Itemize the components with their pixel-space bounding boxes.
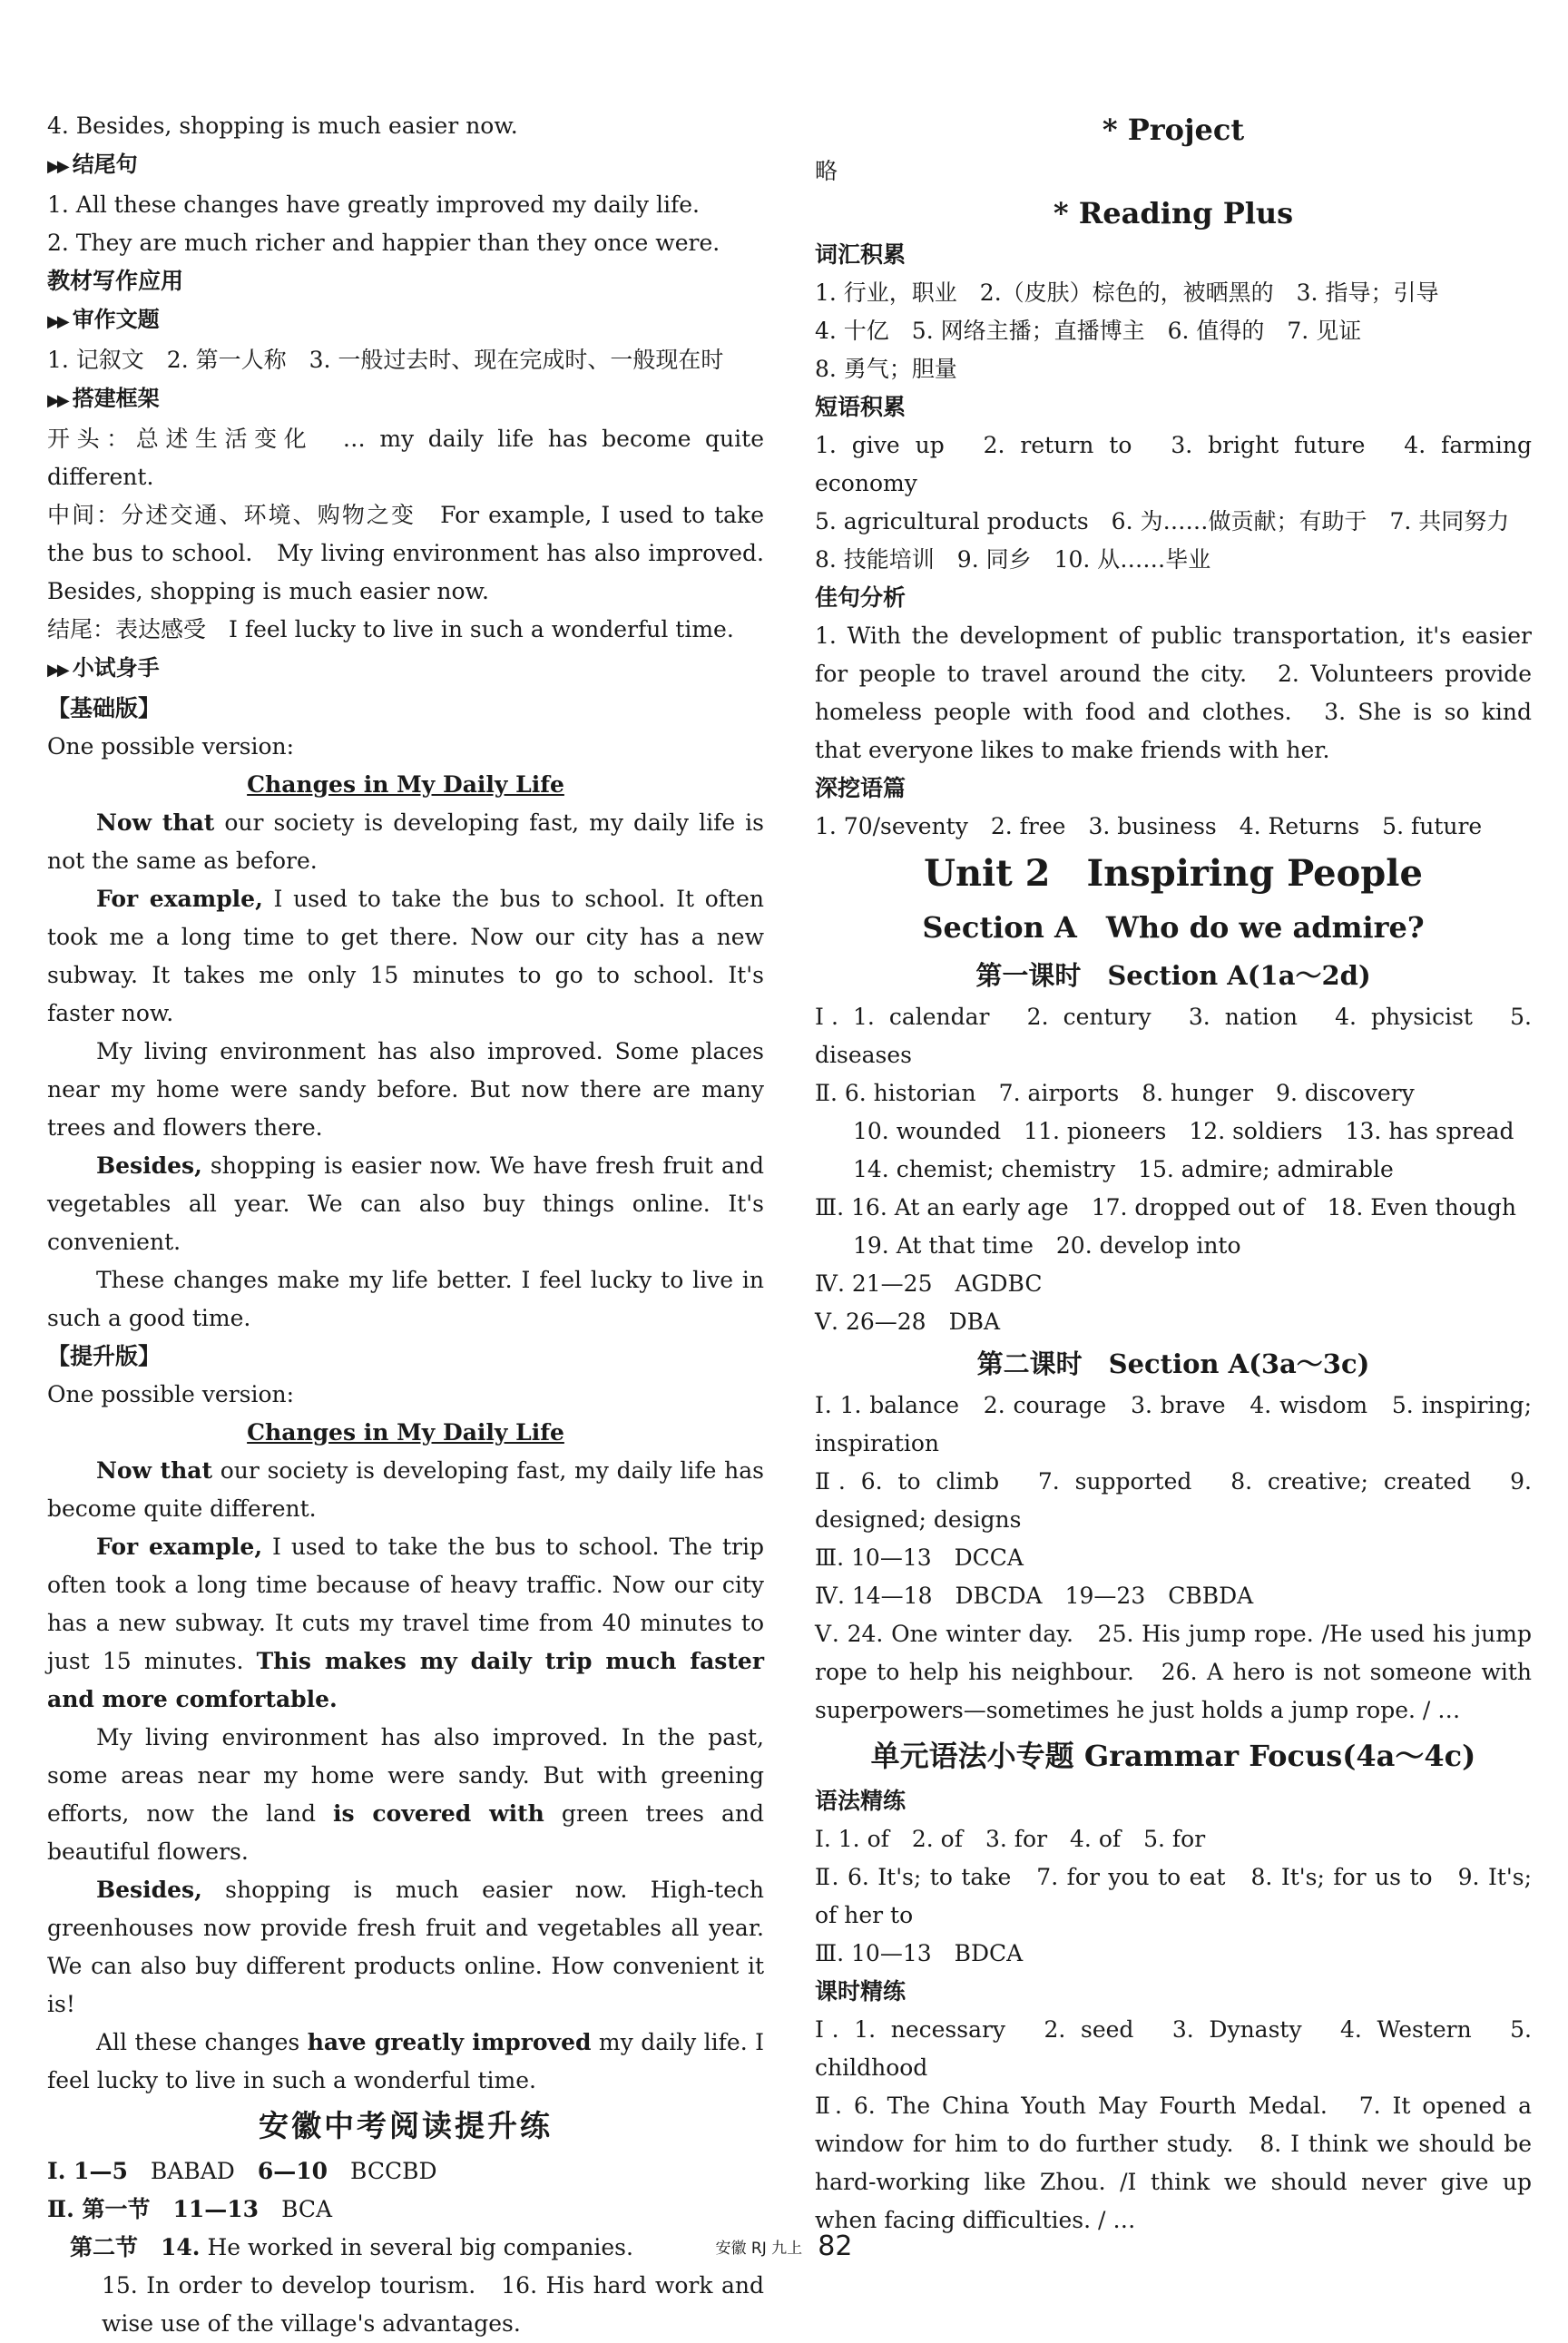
section-title: 安徽中考阅读提升练	[259, 2108, 553, 2143]
text-line: Ⅱ. 6. The China Youth May Fourth Medal. 7. It opened a window for him to do further study. 8. I think we should be hard-working like Zhou. /I think we should never give up when facing difficulties. / …	[815, 2093, 1532, 2233]
subsection-heading	[47, 300, 764, 341]
paragraph-text: our society is developing fast, my daily life has become quite different.	[47, 1457, 764, 1522]
bold-phrase: For example,	[96, 886, 263, 912]
essay-paragraph	[47, 2024, 764, 2100]
section-title: * Reading Plus	[1053, 196, 1294, 230]
text-line: 1. give up 2. return to 3. bright future 4. farming economy	[815, 432, 1532, 496]
right-column	[815, 107, 1532, 2240]
essay-paragraph	[47, 1719, 764, 1871]
answer-text: BABAD	[127, 2158, 258, 2184]
text-line: Ⅴ. 24. One winter day. 25. His jump rope. /He used his jump rope to help his neighbour. 26. A hero is not someone with superpowers—sometimes he just holds a jump rope. / …	[815, 1621, 1532, 1723]
text-line: 1. 行业，职业 2.（皮肤）棕色的，被晒黑的 3. 指导；引导	[815, 279, 1439, 306]
bold-phrase: Now that	[96, 809, 215, 836]
text-line: 1. 70/seventy 2. free 3. business 4. Returns 5. future	[815, 813, 1483, 839]
text-line: Ⅲ. 10—13 DCCA	[815, 1544, 1024, 1571]
text-line: Ⅲ. 16. At an early age 17. dropped out of 18. Even though	[815, 1194, 1516, 1221]
subsection-heading	[47, 379, 764, 420]
text-line: 8. 勇气；胆量	[815, 356, 957, 382]
essay-paragraph	[47, 1452, 764, 1528]
answer-number: 第二节 14.	[47, 2234, 201, 2260]
text-line: 2. They are much richer and happier than they once were.	[47, 230, 720, 256]
bold-phrase: have greatly improved	[307, 2029, 592, 2055]
section-heading: 语法精练	[815, 1788, 906, 1814]
answer-line: 19. At that time 20. develop into	[853, 1232, 1241, 1259]
text-line: One possible version:	[47, 733, 295, 760]
text-line: 开头：总述生活变化 … my daily life has become quite different.	[47, 426, 764, 490]
section-title: Section A Who do we admire?	[922, 910, 1425, 945]
essay-paragraph	[47, 1147, 764, 1261]
text-line: 8. 技能培训 9. 同乡 10. 从……毕业	[815, 546, 1211, 573]
essay-paragraph	[47, 1871, 764, 2024]
section-heading: 短语积累	[815, 394, 906, 420]
text-line: 结尾：表达感受 I feel lucky to live in such a wonderful time.	[47, 616, 734, 642]
paragraph-text: My living environment has also improved. Some places near my home were sandy before. But now there are many trees and flowers there.	[47, 1038, 764, 1141]
unit-title: Unit 2 Inspiring People	[924, 852, 1423, 895]
double-arrow-icon: ▶▶	[47, 157, 67, 176]
bold-phrase: Now that	[96, 1457, 213, 1484]
text-line: 5. agricultural products 6. 为……做贡献；有助于 7. 共同努力	[815, 508, 1510, 534]
subsection-label: 结尾句	[72, 152, 138, 177]
answer-line	[47, 2152, 764, 2191]
essay-title-text: Changes in My Daily Life	[247, 771, 564, 798]
bold-phrase: Besides,	[96, 1152, 202, 1179]
answer-line: 15. In order to develop tourism. 16. His hard work and wise use of the village's advantages.	[102, 2272, 764, 2337]
essay-paragraph	[47, 1528, 764, 1719]
double-arrow-icon: ▶▶	[47, 391, 67, 410]
text-line: Ⅳ. 21—25 AGDBC	[815, 1270, 1043, 1297]
bold-phrase: For example,	[96, 1534, 263, 1560]
subsection-label: 搭建框架	[72, 386, 160, 411]
text-line: Ⅰ. 1. of 2. of 3. for 4. of 5. for	[815, 1826, 1206, 1852]
paragraph-text: shopping is much easier now. High-tech greenhouses now provide fresh fruit and vegetables all year. We can also buy different products online. How convenient it is!	[47, 1877, 764, 2017]
essay-paragraph	[47, 1033, 764, 1147]
paragraph-text: green trees and beautiful flowers.	[47, 1800, 765, 1865]
paragraph-text: shopping is easier now. We have fresh fruit and vegetables all year. We can also buy things online. It's convenient.	[47, 1152, 764, 1255]
answer-text: BCCBD	[328, 2158, 437, 2184]
grammar-title: 单元语法小专题 Grammar Focus(4a～4c)	[870, 1739, 1476, 1773]
paragraph-text: All these changes	[96, 2029, 308, 2055]
essay-title-text: Changes in My Daily Life	[247, 1419, 564, 1446]
answer-line: 10. wounded 11. pioneers 12. soldiers 13. has spread	[853, 1118, 1514, 1144]
subsection-label: 小试身手	[72, 655, 160, 681]
text-line: Ⅳ. 14—18 DBCDA 19—23 CBBDA	[815, 1583, 1254, 1609]
section-heading: 【基础版】	[47, 695, 162, 721]
subsection-heading	[47, 649, 764, 690]
page-footer	[0, 2230, 1568, 2262]
text-line: Ⅰ. 1. necessary 2. seed 3. Dynasty 4. Western 5. childhood	[815, 2016, 1532, 2081]
lesson-title: 第二课时 Section A(3a～3c)	[976, 1348, 1370, 1379]
text-line: One possible version:	[47, 1381, 295, 1407]
answer-number: Ⅱ. 第一节 11—13	[47, 2196, 260, 2222]
double-arrow-icon: ▶▶	[47, 312, 67, 331]
text-line: Ⅰ. 1. calendar 2. century 3. nation 4. physicist 5. diseases	[815, 1004, 1532, 1068]
paragraph-text: My living environment has also improved. In the past, some areas near my home were sandy. But with greening efforts, now the land	[47, 1724, 764, 1827]
section-heading: 词汇积累	[815, 241, 906, 268]
text-line: 1. With the development of public transportation, it's easier for people to travel around the city. 2. Volunteers provide homeless people with food and clothes. 3. She is so kind that everyone likes to make friends with her.	[815, 623, 1532, 763]
essay-paragraph	[47, 880, 764, 1033]
essay-paragraph	[47, 1261, 764, 1338]
section-title: * Project	[1102, 113, 1245, 147]
answer-text: BCA	[259, 2196, 333, 2222]
bold-phrase: Besides,	[96, 1877, 202, 1903]
double-arrow-icon: ▶▶	[47, 661, 67, 680]
text-line: Ⅱ. 6. It's; to take 7. for you to eat 8. It's; for us to 9. It's; of her to	[815, 1864, 1532, 1928]
bold-phrase: This makes my daily trip much faster and more comfortable.	[47, 1648, 764, 1712]
answer-number: 6—10	[257, 2158, 328, 2184]
answer-text: He worked in several big companies.	[200, 2234, 633, 2260]
text-line: Ⅱ. 6. historian 7. airports 8. hunger 9. discovery	[815, 1080, 1415, 1106]
essay-title	[47, 766, 764, 804]
text-line: 中间：分述交通、环境、购物之变 For example, I used to take the bus to school. My living environment has also improved. Besides, shopping is much easier now.	[47, 502, 764, 604]
paragraph-text: I used to take the bus to school. It often took me a long time to get there. Now our city has a new subway. It takes me only 15 minutes to go to school. It's faster now.	[47, 886, 765, 1026]
answer-line	[47, 2191, 764, 2229]
section-heading: 课时精练	[815, 1978, 906, 2005]
text-line: 4. 十亿 5. 网络主播；直播博主 6. 值得的 7. 见证	[815, 318, 1362, 344]
text-line: Ⅰ. 1. balance 2. courage 3. brave 4. wisdom 5. inspiring; inspiration	[815, 1392, 1532, 1456]
text-line: 略	[815, 158, 838, 184]
text-line: Ⅲ. 10—13 BDCA	[815, 1940, 1024, 1966]
bold-phrase: is covered with	[333, 1800, 544, 1827]
paragraph-text: I used to take the bus to school. The trip often took a long time because of heavy traffic. Now our city has a new subway. It cuts my travel time from 40 minutes to just 15 minutes.	[47, 1534, 764, 1674]
paragraph-text: my daily life. I feel lucky to live in such a wonderful time.	[47, 2029, 764, 2093]
section-heading: 深挖语篇	[815, 775, 906, 801]
section-heading: 佳句分析	[815, 584, 906, 611]
text-line: Ⅱ. 6. to climb 7. supported 8. creative; created 9. designed; designs	[815, 1468, 1532, 1533]
lesson-title: 第一课时 Section A(1a～2d)	[975, 960, 1371, 991]
answer-line: 14. chemist; chemistry 15. admire; admirable	[853, 1156, 1394, 1182]
section-heading: 【提升版】	[47, 1343, 162, 1369]
subsection-label: 审作文题	[72, 307, 160, 332]
text-line: 1. All these changes have greatly improved my daily life.	[47, 191, 700, 218]
essay-title	[47, 1414, 764, 1452]
left-column	[47, 107, 764, 2343]
subsection-heading	[47, 145, 764, 186]
essay-paragraph	[47, 804, 764, 880]
text-line: 1. 记叙文 2. 第一人称 3. 一般过去时、现在完成时、一般现在时	[47, 347, 724, 373]
section-heading: 教材写作应用	[47, 268, 184, 294]
paragraph-text: our society is developing fast, my daily life is not the same as before.	[47, 809, 764, 874]
paragraph-text: These changes make my life better. I feel lucky to live in such a good time.	[47, 1267, 764, 1331]
footer-label: 安徽 RJ 九上	[715, 2240, 803, 2258]
page-number: 82	[818, 2230, 853, 2262]
answer-number: Ⅰ. 1—5	[47, 2158, 128, 2184]
text-line: Ⅴ. 26—28 DBA	[815, 1309, 1001, 1335]
text-line: 4. Besides, shopping is much easier now.	[47, 113, 518, 139]
